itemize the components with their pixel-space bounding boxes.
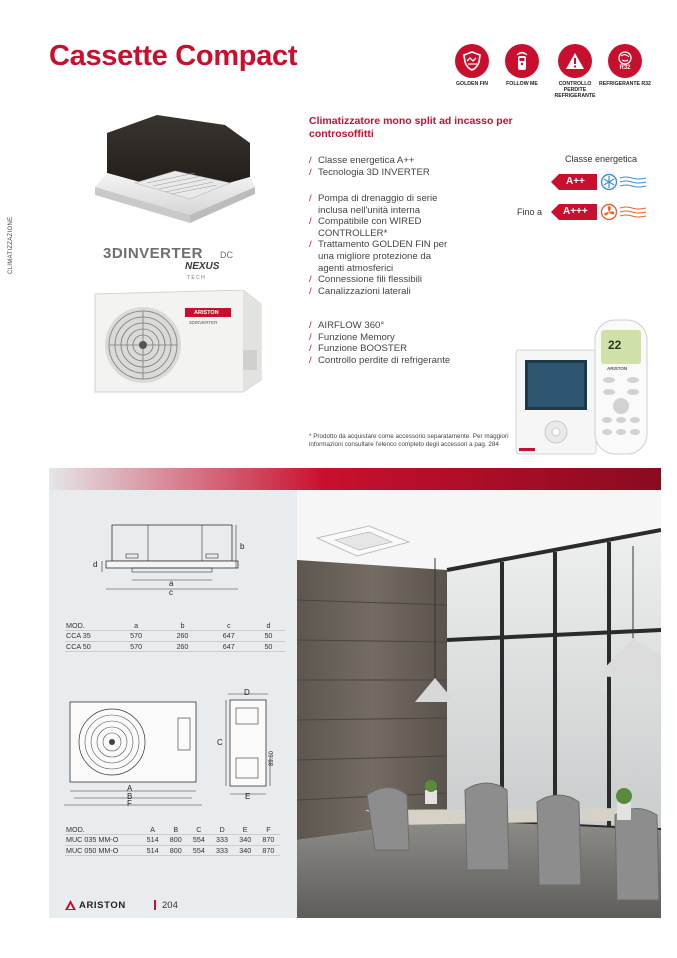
footnote: * Prodotto da acquistare come accessorio separatamente. Per maggiori informazioni consultare l'elenco completo degli accessori a pag. 284	[309, 433, 509, 448]
heating-fan-icon	[600, 203, 648, 221]
list-item: / Funzione BOOSTER	[309, 343, 408, 355]
feature-list-2	[309, 193, 459, 297]
table-row: CCA 50 570 260 647 50	[65, 641, 285, 652]
outdoor-dimension-drawing: A B F D C E 89.60	[60, 688, 290, 810]
indoor-dimensions-table	[65, 620, 285, 652]
feature-list-1	[309, 155, 509, 178]
table-header-row: MOD. a b c d	[65, 620, 285, 631]
energy-fino-label: Fino a	[517, 207, 543, 217]
ariston-mark-icon	[65, 900, 76, 910]
cooling-snowflake-icon	[600, 173, 648, 191]
feature-golden-fin: GOLDEN FIN	[446, 44, 498, 87]
remote-control-icon	[505, 44, 539, 78]
room-installation-photo	[297, 490, 661, 918]
list-item: / Classe energetica A++	[309, 155, 415, 166]
feature-r32: R32 REFRIGERANTE R32	[599, 44, 651, 87]
indoor-dimension-drawing: a c b d	[90, 520, 260, 600]
list-item: / Trattamento GOLDEN FIN per una migliore protezione da agenti atmosferici	[309, 239, 448, 274]
page-number: 204	[162, 900, 178, 911]
table-header-row: MOD. A B C D E F	[65, 824, 280, 835]
feature-follow-me: FOLLOW ME	[496, 44, 548, 87]
section-side-label: CLIMATIZZAZIONE	[8, 216, 14, 274]
table-row: MUC 035 MM-O 514 800 554 333 340 870	[65, 835, 280, 846]
list-item: / Pompa di drenaggio di serie inclusa nell'unità interna	[309, 193, 438, 216]
list-item: / Controllo perdite di refrigerante	[309, 354, 451, 366]
list-item: / Canalizzazioni laterali	[309, 285, 411, 297]
brand-logo: ARISTON	[79, 900, 126, 911]
list-item: / Compatibile con WIRED CONTROLLER*	[309, 216, 422, 239]
list-item: / Funzione Memory	[309, 331, 395, 343]
page-title: Cassette Compact	[49, 40, 298, 72]
list-item: / Connessione fili flessibili	[309, 274, 422, 286]
section-band	[49, 468, 661, 490]
cassette-indoor-unit-image	[95, 115, 265, 230]
r32-refrigerant-icon: R32	[608, 44, 642, 78]
feature-list-3	[309, 320, 509, 366]
outdoor-dimensions-table	[65, 824, 280, 856]
feature-icons	[446, 44, 651, 99]
table-row: MUC 050 MM-O 514 800 554 333 340 870	[65, 845, 280, 856]
energy-badge-a-plus-plus: A++	[551, 174, 597, 190]
table-row: CCA 35 570 260 647 50	[65, 631, 285, 642]
controllers-image: 22 ARISTON	[513, 318, 653, 458]
list-item: / Tecnologia 3D INVERTER	[309, 166, 430, 178]
feature-leak-control: CONTROLLO PERDITE REFRIGERANTE	[549, 44, 601, 99]
footer-divider	[154, 900, 156, 910]
warning-triangle-icon	[558, 44, 592, 78]
golden-fin-shield-icon	[455, 44, 489, 78]
list-item: / AIRFLOW 360°	[309, 320, 385, 331]
energy-badge-a-plus-plus-plus: A+++	[551, 204, 597, 220]
energy-class-title: Classe energetica	[565, 154, 638, 164]
product-subtitle: Climatizzatore mono split ad incasso per controsoffitti	[309, 115, 513, 140]
outdoor-unit-image: ARISTON 3DINVERTER	[93, 290, 263, 395]
inverter-logo: 3DINVERTER DC NEXUS T E C H	[103, 245, 233, 281]
